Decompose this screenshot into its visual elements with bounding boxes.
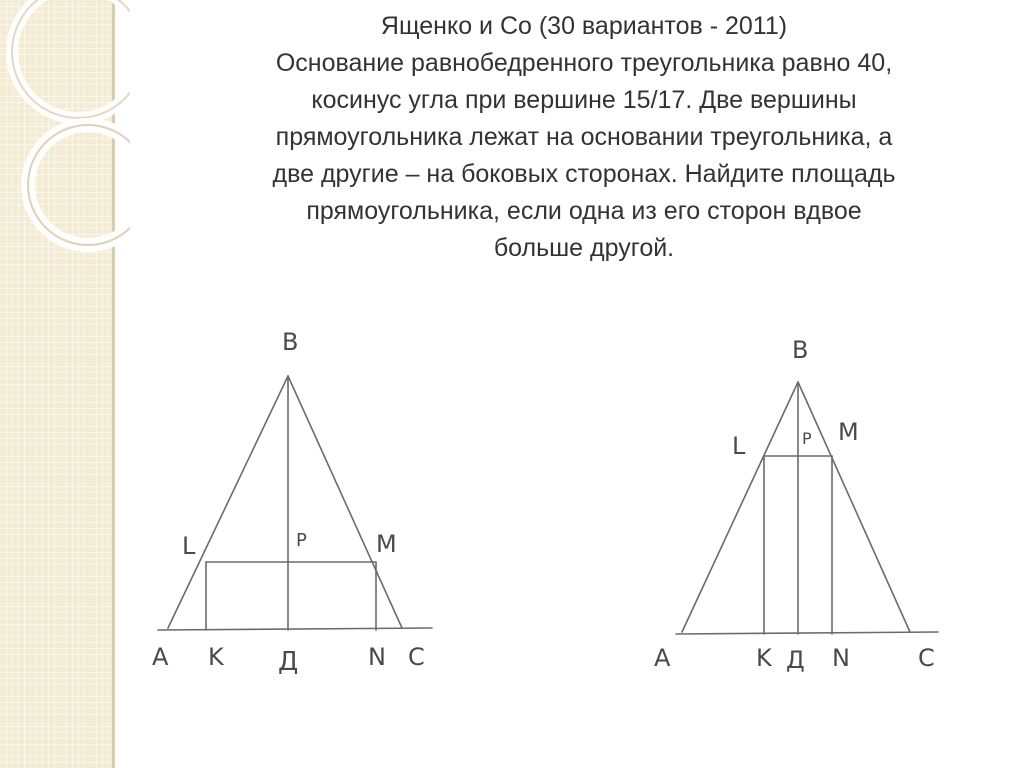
slide-title: Ященко и Со (30 вариантов - 2011) [380,12,788,40]
label-d: Д [278,647,299,677]
label-n: N [368,643,386,671]
label-p: P [802,429,812,448]
label-a: A [654,644,671,672]
decorative-ring-lower [28,125,130,245]
label-c: C [918,644,935,672]
figure-right [640,322,970,697]
label-b: B [792,336,809,364]
label-a: A [152,643,169,671]
problem-line-5: прямоугольника, если одна из его сторон вдвое [306,197,862,225]
problem-line-6: больше другой. [493,234,675,262]
problem-line-2: косинус угла при вершине 15/17. Две вершины [311,86,857,114]
figure-left [140,320,450,695]
base-ac [158,628,432,630]
label-k: K [208,643,224,671]
problem-line-1: Основание равнобедренного треугольника равно 40, [275,49,893,77]
decorative-rings [0,0,130,260]
problem-line-3: прямоугольника лежат на основании треугольника, а [275,123,893,151]
base-ac [676,632,938,634]
problem-line-4: две другие – на боковых сторонах. Найдите площадь [272,160,896,188]
label-l: L [182,532,196,560]
decorative-ring-upper [12,0,130,118]
figure-right-drawing [640,322,970,692]
side-ab [168,376,288,628]
side-ab [682,382,798,632]
side-bc [288,376,402,628]
label-m: M [838,418,859,446]
figure-left-drawing [140,320,450,690]
label-d: Д [786,646,805,674]
label-l: L [732,432,746,460]
label-c: C [408,643,425,671]
label-p: P [296,530,307,551]
label-n: N [832,644,850,672]
slide-text-block [170,8,998,267]
label-b: B [282,328,299,356]
label-m: M [376,530,397,558]
label-k: K [756,644,772,672]
